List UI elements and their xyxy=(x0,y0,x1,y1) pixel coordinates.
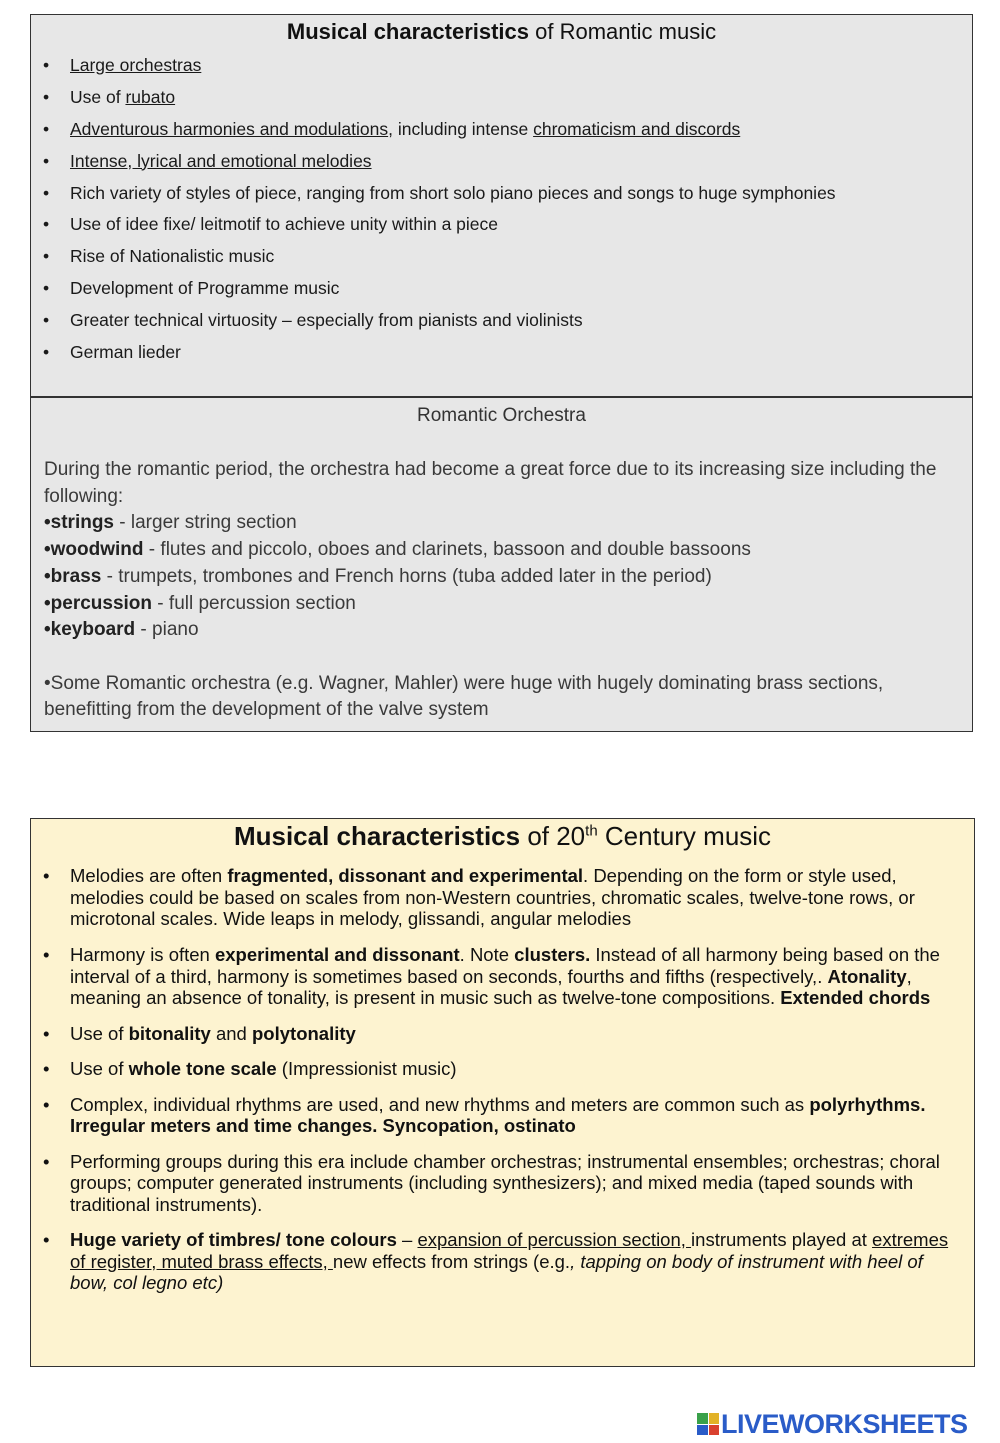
orchestra-section-brass: •brass - trumpets, trombones and French horns (tuba added later in the period) xyxy=(44,565,712,587)
list-item: • Performing groups during this era include chamber orchestras; instrumental ensembles; orchestras; choral groups; computer generated instruments (including synthesizers); and mixed media (taped sounds with traditional instruments). xyxy=(43,1151,963,1216)
century20-title: Musical characteristics of 20th Century music xyxy=(233,821,772,851)
list-item: • Use of bitonality and polytonality xyxy=(43,1023,963,1045)
list-item: • Use of whole tone scale (Impressionist music) xyxy=(43,1058,963,1080)
liveworksheets-logo[interactable] xyxy=(697,1410,968,1438)
list-item: • Huge variety of timbres/ tone colours – expansion of percussion section, instruments played at extremes of register, muted brass effects, new effects from strings (e.g., tapping on body of instrument with heel of bow, col legno etc) xyxy=(43,1229,963,1294)
romantic-title: Musical characteristics of Romantic music xyxy=(286,19,717,44)
list-item: • Harmony is often experimental and dissonant. Note clusters. Instead of all harmony being based on the interval of a third, harmony is sometimes based on seconds, fourths and fifths (respectively,. Atonality, meaning an absence of tonality, is present in music such as twelve-tone compositions. Extended chords xyxy=(43,944,963,1009)
spacer xyxy=(44,644,959,671)
list-item: • Use of rubato xyxy=(43,85,836,117)
list-item: • Greater technical virtuosity – especially from pianists and violinists xyxy=(43,308,836,340)
list-item: • Large orchestras xyxy=(43,53,836,85)
list-item: • Rise of Nationalistic music xyxy=(43,244,836,276)
list-item: • German lieder xyxy=(43,340,836,372)
orchestra-section-percussion: •percussion - full percussion section xyxy=(44,592,356,614)
list-item: • Melodies are often fragmented, dissonant and experimental. Depending on the form or style used, melodies could be based on scales from non-Western countries, chromatic scales, twelve-tone rows, or microtonal scales. Wide leaps in melody, glissandi, angular melodies xyxy=(43,865,963,930)
orchestra-section-keyboard: •keyboard - piano xyxy=(44,619,199,641)
orchestra-note: •Some Romantic orchestra (e.g. Wagner, Mahler) were huge with hugely dominating brass sections, benefitting from the development of the valve system xyxy=(44,672,884,721)
orchestra-section-strings: •strings - larger string section xyxy=(44,512,297,534)
logo-square xyxy=(709,1425,720,1436)
list-item: • Rich variety of styles of piece, ranging from short solo piano pieces and songs to huge symphonies xyxy=(43,181,836,213)
list-item: • Development of Programme music xyxy=(43,276,836,308)
logo-square xyxy=(697,1413,708,1424)
century20-panel xyxy=(30,818,975,1367)
list-item: • Use of idee fixe/ leitmotif to achieve unity within a piece xyxy=(43,212,836,244)
list-item: • Complex, individual rhythms are used, and new rhythms and meters are common such as polyrhythms. Irregular meters and time changes. Syncopation, ostinato xyxy=(43,1094,963,1137)
section-divider xyxy=(31,396,972,398)
orchestra-title: Romantic Orchestra xyxy=(417,405,586,426)
list-item: • Adventurous harmonies and modulations, including intense chromaticism and discords xyxy=(43,117,836,149)
logo-text: LIVEWORKSHEETS xyxy=(721,1408,968,1439)
logo-square xyxy=(697,1425,708,1436)
orchestra-body xyxy=(44,457,959,724)
romantic-bullet-list xyxy=(43,53,836,372)
romantic-panel xyxy=(30,14,973,732)
logo-square xyxy=(709,1413,720,1424)
logo-grid-icon xyxy=(697,1413,719,1435)
century20-bullet-list xyxy=(43,865,963,1294)
orchestra-intro: During the romantic period, the orchestra had become a great force due to its increasing size including the following: xyxy=(44,459,937,507)
orchestra-section-woodwind: •woodwind - flutes and piccolo, oboes and clarinets, bassoon and double bassoons xyxy=(44,539,751,561)
list-item: • Intense, lyrical and emotional melodies xyxy=(43,149,836,181)
